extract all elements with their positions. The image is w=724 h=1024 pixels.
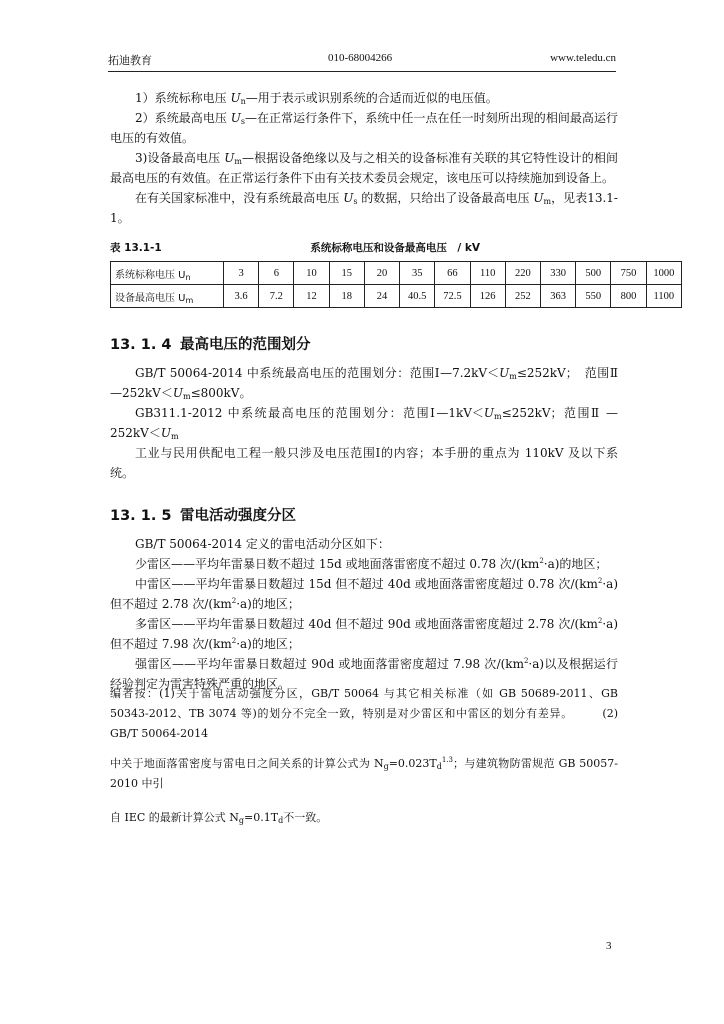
section-number: 13. 1. 5 [110,508,172,524]
paragraph-medium-lightning-zone: 中雷区——平均年雷暴日数超过 15d 但不超过 40d 或地面落雷密度超过 0.78 次$/(km^2\cdot a)$但不超过 2.78 次$/(km^2\cdot a)$的地区； [110,577,618,611]
table-caption [110,239,480,257]
table-cell: 1100 [646,285,681,308]
paragraph-strong-lightning-zone: 强雷区——平均年雷暴日数超过 90d 或地面落雷密度超过 7.98 次$/(km^2\cdot a)$以及根据运行经验判定为雷害特殊严重的地区。 [110,657,618,691]
table-cell: 12 [294,285,329,308]
table-cell: 330 [540,262,575,285]
table-cell: 3 [224,262,259,285]
paragraph-handbook-scope: 工业与民用供配电工程一般只涉及电压范围Ⅰ的内容；本手册的重点为 110kV 及以下系统。 [110,446,618,480]
table-cell: 6 [259,262,294,285]
table-caption-title: 系统标称电压和设备最高电压 / kV [310,242,480,254]
paragraph-low-lightning-zone: 少雷区——平均年雷暴日数不超过 15d 或地面落雷密度不超过 0.78 次$/(km^2\cdot a)$的地区； [135,557,608,571]
table-cell: 35 [400,262,435,285]
table-cell: 7.2 [259,285,294,308]
table-cell: 750 [611,262,646,285]
def-national-standard-note: 在有关国家标准中，没有系统最高电压 $U_s$ 的数据，只给出了设备最高电压 $U_m$，见表13.1-1。 [110,191,618,225]
editor-note-line-1: 编者按：(1)关于雷电活动强度分区，GB/T 50064 与其它相关标准（如 GB 50689-2011、GB 50343-2012、TB 3074 等)的划分不完全一致，特别是对少雷区和中雷区的划分有差异。 (2) GB/T 50064-2014 [110,687,618,740]
editor-note-line-2: 中关于地面落雷密度与雷电日之间关系的计算公式为 $N_g=0.023T_d^{1.3}$；与建筑物防雷规范 GB 50057-2010 中引 [110,756,619,790]
table-cell: 15 [329,262,364,285]
table-cell: 66 [435,262,470,285]
table-row-label: 设备最高电压 $U_m$ [111,285,224,308]
table-cell: 252 [505,285,540,308]
table-cell: 20 [364,262,399,285]
header-org: 拓迪教育 [108,55,152,67]
page-header [108,52,616,68]
definitions-block [110,88,618,228]
section-title: 最高电压的范围划分 [180,337,311,353]
table-cell: 40.5 [400,285,435,308]
def-equipment-highest-voltage: 3)设备最高电压 $U_m—$根据设备绝缘以及与之相关的设备标准有关联的其它特性设计的相间最高电压的有效值。在正常运行条件下由有关技术委员会规定，该电压可以持续施加到设备上。 [110,151,618,185]
table-cell: 500 [576,262,611,285]
table-cell: 24 [364,285,399,308]
editor-note [110,684,618,828]
section-1314-body [110,363,618,483]
table-cell: 550 [576,285,611,308]
voltage-table [110,261,682,308]
section-heading-1314 [110,333,311,357]
page-number: 3 [606,940,612,952]
table-cell: 72.5 [435,285,470,308]
table-caption-number: 表 13.1-1 [110,242,162,254]
table-cell: 3.6 [224,285,259,308]
table-cell: 1000 [646,262,681,285]
section-number: 13. 1. 4 [110,337,172,353]
paragraph-lightning-intro: GB/T 50064-2014 定义的雷电活动分区如下： [135,537,390,551]
table-cell: 800 [611,285,646,308]
header-phone: 010-68004266 [328,52,393,64]
table-cell: 363 [540,285,575,308]
table-cell: 126 [470,285,505,308]
table-cell: 110 [470,262,505,285]
section-1315-body [110,534,618,694]
section-title: 雷电活动强度分区 [180,508,296,524]
editor-note-line-3: 自 IEC 的最新计算公式 $N_g=0.1T_d$不一致。 [110,811,328,825]
paragraph-high-lightning-zone: 多雷区——平均年雷暴日数超过 40d 但不超过 90d 或地面落雷密度超过 2.78 次$/(km^2\cdot a)$但不超过 7.98 次$/(km^2\cdot a)$的地区； [110,617,618,651]
paragraph-gbt50064-range: GB/T 50064-2014 中系统最高电压的范围划分：范围$Ⅰ—7.2kV<U_m\le 252kV$； 范围$Ⅱ—252kV<U_m\le 800kV$。 [110,366,618,401]
paragraph-gb311-range: GB311.1-2012 中系统最高电压的范围划分：范围$Ⅰ—1kV<U_m\le 252kV$；范围Ⅱ $—252kV<U_m$ [110,406,618,441]
table-row-nominal [111,262,682,285]
table-row-equipment [111,285,682,308]
voltage-table-block [110,239,682,308]
header-website: www.teledu.cn [550,52,616,64]
section-heading-1315 [110,504,296,528]
table-cell: 18 [329,285,364,308]
def-nominal-voltage: 1）系统标称电压 $U_n—$用于表示或识别系统的合适而近似的电压值。 [135,91,498,106]
table-cell: 220 [505,262,540,285]
def-system-highest-voltage: 2）系统最高电压 $U_s—$在正常运行条件下，系统中任一点在任一时刻所出现的相间最高运行电压的有效值。 [110,111,618,145]
header-rule [108,71,616,72]
table-cell: 10 [294,262,329,285]
table-row-label: 系统标称电压 $U_n$ [111,262,224,285]
